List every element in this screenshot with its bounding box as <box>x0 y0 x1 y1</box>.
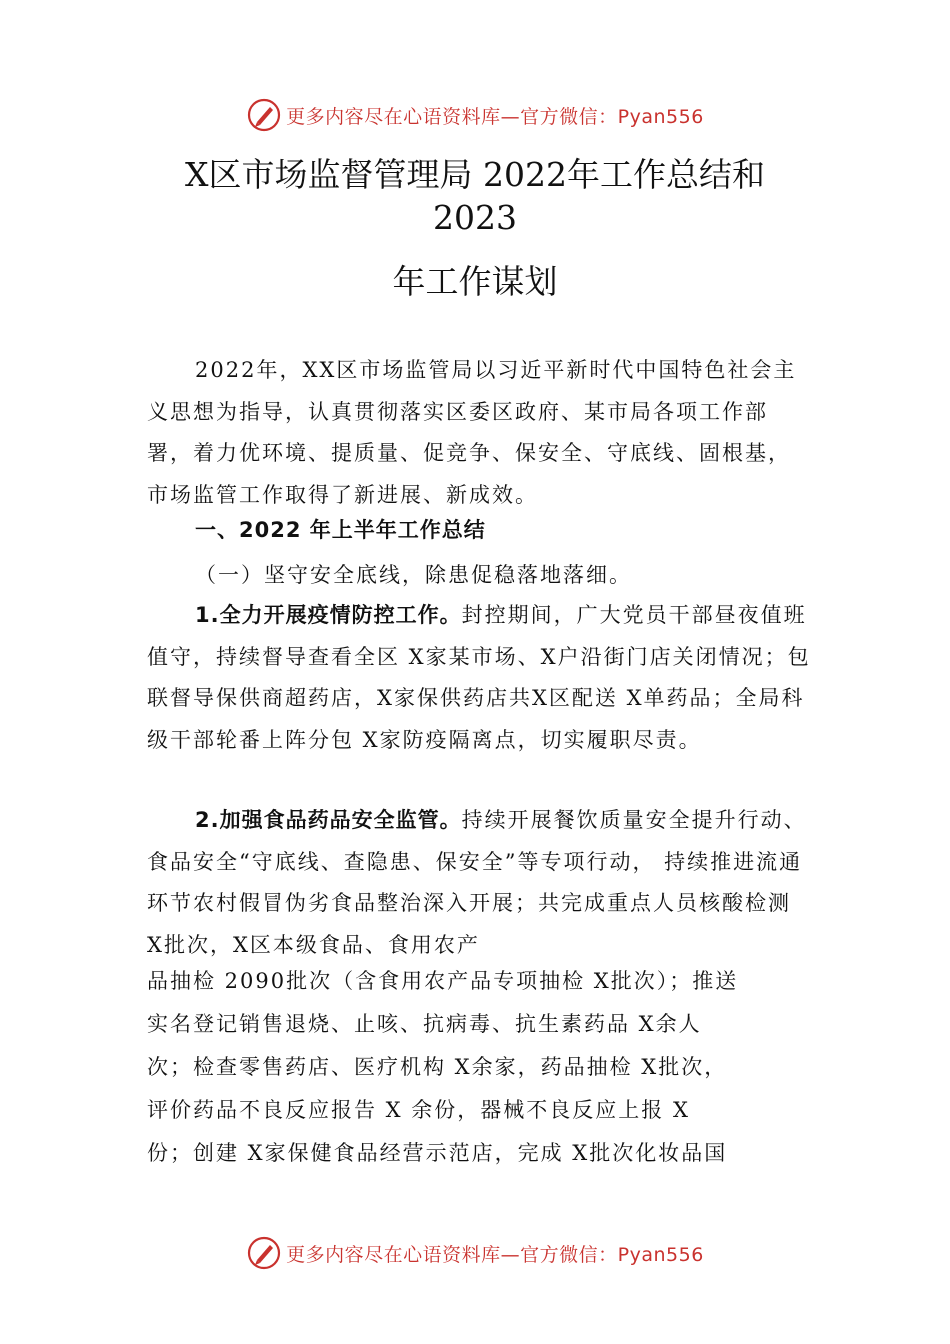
document-title-line1: X区市场监督管理局 2022年工作总结和 <box>185 155 765 194</box>
item2-line: 实名登记销售退烧、止咳、抗病毒、抗生素药品 X余人 <box>147 1012 702 1036</box>
item2-line: 次；检查零售药店、医疗机构 X余家，药品抽检 X批次， <box>147 1055 728 1079</box>
pen-logo-icon <box>246 97 282 133</box>
watermark-text: 更多内容尽在心语资料库—官方微信：Pyan556 <box>286 1243 704 1266</box>
intro-paragraph: 2022年，XX区市场监管局以习近平新时代中国特色社会主义思想为指导，认真贯彻落实区委区政府、某市局各项工作部署，着力优环境、提质量、促竞争、保安全、守底线、固根基，市场监管工作取得了新进展、新成效。 <box>147 358 797 507</box>
watermark-banner-top <box>0 95 950 135</box>
item2-text: 持续开展餐饮质量安全提升行动、食品安全“守底线、查隐患、保安全”等专项行动， 持续推进流通环节农村假冒伪劣食品整治深入开展；共完成重点人员核酸检测 X批次，X区本级食品、食用农产 <box>147 808 807 957</box>
item1-text: 封控期间，广大党员干部昼夜值班值守，持续督导查看全区 X家某市场、X户沿街门店关闭情况；包联督导保供商超药店，X家保供药店共X区配送 X单药品；全局科级干部轮番上阵分包 X家防疫隔离点，切实履职尽责。 <box>147 603 811 752</box>
watermark-text: 更多内容尽在心语资料库—官方微信：Pyan556 <box>286 105 704 128</box>
item2-label: 2.加强食品药品安全监管。 <box>195 808 462 832</box>
item2-line: 评价药品不良反应报告 X 余份，器械不良反应上报 X <box>147 1098 690 1122</box>
item1-label: 1.全力开展疫情防控工作。 <box>195 603 462 627</box>
item2-paragraph <box>147 800 812 966</box>
section-heading: 一、2022 年上半年工作总结 <box>195 518 486 542</box>
document-title-line3: 年工作谋划 <box>392 262 558 301</box>
item2-line: 品抽检 2090批次（含食用农产品专项抽检 X批次）；推送 <box>147 969 739 993</box>
subsection-heading: （一）坚守安全底线，除患促稳落地落细。 <box>195 563 632 587</box>
pen-logo-icon <box>246 1235 282 1271</box>
item1-paragraph <box>147 595 812 761</box>
item2-line: 份；创建 X家保健食品经营示范店，完成 X批次化妆品国 <box>147 1141 728 1165</box>
document-title-line2: 2023 <box>433 198 517 237</box>
watermark-banner-bottom <box>0 1233 950 1273</box>
